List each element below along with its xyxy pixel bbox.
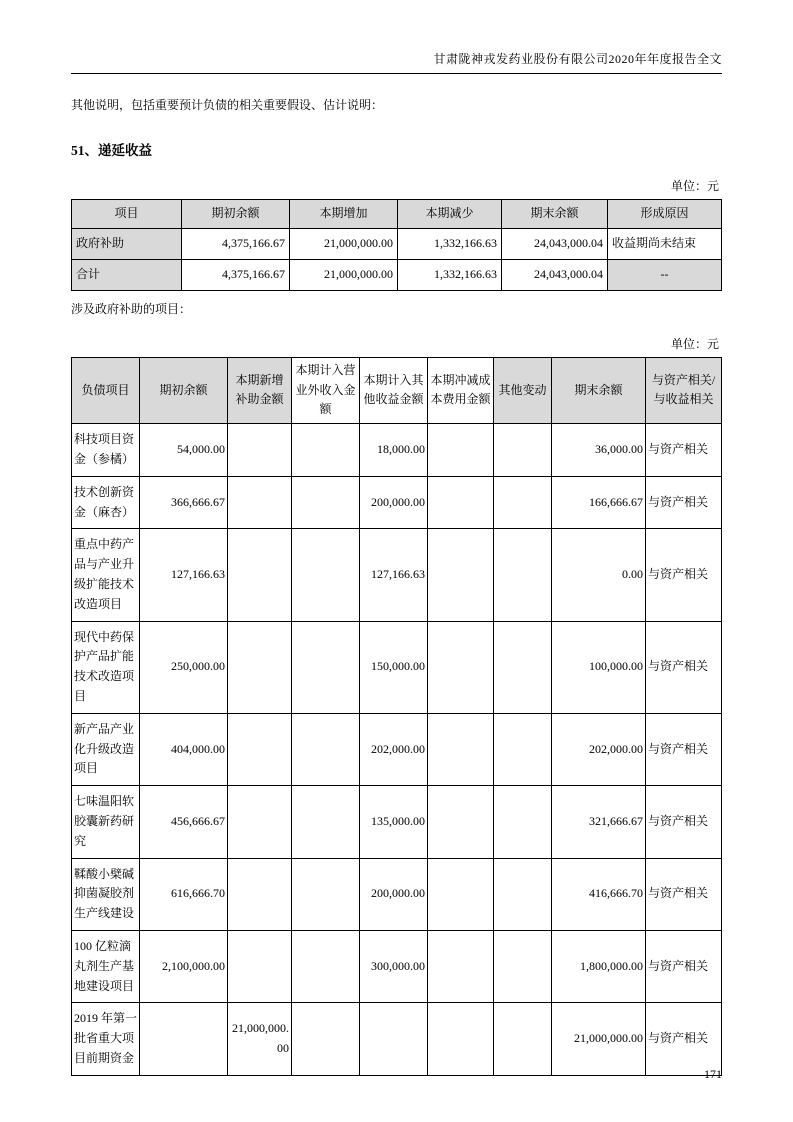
table-cell: 416,666.70: [552, 858, 646, 930]
subsection-text: 涉及政府补助的项目：: [71, 301, 192, 316]
column-header: 与资产相关/与收益相关: [646, 357, 722, 423]
table-body: [72, 424, 722, 1076]
column-header: 负债项目: [72, 357, 140, 423]
table-cell: [494, 529, 552, 621]
table-cell: [228, 424, 292, 477]
table-cell: [428, 858, 494, 930]
table-cell: 与资产相关: [646, 476, 722, 529]
table-cell: [428, 424, 494, 477]
unit-label: 单位：元: [670, 179, 719, 193]
table-cell: [494, 1003, 552, 1075]
table-cell: [292, 930, 360, 1002]
table-cell: 科技项目资金（参橘）: [72, 424, 140, 477]
table-body: [72, 228, 722, 290]
table-cell: [428, 786, 494, 858]
table-cell: 200,000.00: [360, 476, 428, 529]
table-cell: [428, 529, 494, 621]
table-cell: 54,000.00: [140, 424, 228, 477]
deferred-income-summary-table: [71, 199, 722, 291]
table-cell: 24,043,000.04: [502, 228, 608, 259]
table-cell: [292, 713, 360, 785]
table-cell: 新产品产业化升级改造项目: [72, 713, 140, 785]
table-cell: 4,375,166.67: [182, 228, 290, 259]
table-cell: 100,000.00: [552, 621, 646, 713]
table-cell: 与资产相关: [646, 713, 722, 785]
table-cell: 616,666.70: [140, 858, 228, 930]
table-row: [72, 529, 722, 621]
table-cell: [428, 930, 494, 1002]
table-cell: 与资产相关: [646, 424, 722, 477]
table-cell: [228, 529, 292, 621]
column-header: 项目: [72, 200, 182, 229]
table-header-row: [72, 357, 722, 423]
table-cell: 18,000.00: [360, 424, 428, 477]
column-header: 本期计入其他收益金额: [360, 357, 428, 423]
table-cell: 202,000.00: [552, 713, 646, 785]
column-header: 本期增加: [290, 200, 398, 229]
column-header: 其他变动: [494, 357, 552, 423]
table-header-row: [72, 200, 722, 229]
table-cell: 36,000.00: [552, 424, 646, 477]
table-cell: 与资产相关: [646, 1003, 722, 1075]
table-cell: 366,666.67: [140, 476, 228, 529]
table-cell: 1,332,166.63: [398, 228, 502, 259]
table-cell: 与资产相关: [646, 930, 722, 1002]
table-row: [72, 786, 722, 858]
table-cell: 135,000.00: [360, 786, 428, 858]
table-cell: [428, 476, 494, 529]
table-cell: 202,000.00: [360, 713, 428, 785]
column-header: 期末余额: [552, 357, 646, 423]
table-row: [72, 858, 722, 930]
unit-label: 单位：元: [670, 336, 719, 351]
table-cell: [292, 858, 360, 930]
table-cell: [228, 786, 292, 858]
other-note-text: 其他说明，包括重要预计负债的相关重要假设、估计说明：: [71, 98, 384, 112]
table-cell: 150,000.00: [360, 621, 428, 713]
table-cell: 2,100,000.00: [140, 930, 228, 1002]
table-cell: [292, 529, 360, 621]
table-cell: [228, 621, 292, 713]
table-cell: 100 亿粒滴丸剂生产基地建设项目: [72, 930, 140, 1002]
table-cell: 21,000,000.00: [290, 259, 398, 290]
table-cell: 1,800,000.00: [552, 930, 646, 1002]
table-cell: 321,666.67: [552, 786, 646, 858]
table-cell: 24,043,000.04: [502, 259, 608, 290]
table-cell: [228, 476, 292, 529]
table-cell: 127,166.63: [360, 529, 428, 621]
column-header: 期末余额: [502, 200, 608, 229]
page-number: 171: [704, 1067, 722, 1081]
table-cell: [228, 930, 292, 1002]
table-cell: [292, 1003, 360, 1075]
table-cell: 七味温阳软胶囊新药研究: [72, 786, 140, 858]
table-cell: [494, 621, 552, 713]
column-header: 本期冲减成本费用金额: [428, 357, 494, 423]
table-cell: [494, 930, 552, 1002]
column-header: 本期计入营业外收入金额: [292, 357, 360, 423]
table-cell: 300,000.00: [360, 930, 428, 1002]
table-cell: 250,000.00: [140, 621, 228, 713]
table-cell: 合计: [72, 259, 182, 290]
column-header: 期初余额: [182, 200, 290, 229]
table-cell: [228, 858, 292, 930]
table-cell: [292, 424, 360, 477]
table-cell: [360, 1003, 428, 1075]
table-cell: 404,000.00: [140, 713, 228, 785]
table-cell: 1,332,166.63: [398, 259, 502, 290]
table-cell: 21,000,000.00: [290, 228, 398, 259]
table-cell: 127,166.63: [140, 529, 228, 621]
table-cell: [228, 713, 292, 785]
column-header: 期初余额: [140, 357, 228, 423]
table-cell: [494, 424, 552, 477]
table-cell: [292, 786, 360, 858]
table-cell: [494, 786, 552, 858]
table-cell: 收益期尚未结束: [608, 228, 722, 259]
table-cell: 2019 年第一批省重大项目前期资金: [72, 1003, 140, 1075]
column-header: 形成原因: [608, 200, 722, 229]
table-cell: 456,666.67: [140, 786, 228, 858]
section-heading: 51、递延收益: [71, 143, 152, 158]
table-row: [72, 476, 722, 529]
table-cell: 166,666.67: [552, 476, 646, 529]
table-cell: 现代中药保护产品扩能技术改造项目: [72, 621, 140, 713]
table-cell: [292, 621, 360, 713]
table-row: [72, 228, 722, 259]
table-cell: 与资产相关: [646, 786, 722, 858]
table-cell: [494, 476, 552, 529]
table-cell: [428, 1003, 494, 1075]
table-cell: 与资产相关: [646, 529, 722, 621]
table-cell: [428, 621, 494, 713]
table-cell: 与资产相关: [646, 858, 722, 930]
table-cell: [494, 858, 552, 930]
government-grants-table: [71, 357, 722, 1076]
table-row: [72, 621, 722, 713]
page-content: [71, 96, 721, 1076]
table-cell: [428, 713, 494, 785]
table-cell: [140, 1003, 228, 1075]
table-row: [72, 259, 722, 290]
table-cell: 技术创新资金（麻杏）: [72, 476, 140, 529]
table-cell: 21,000,000.00: [228, 1003, 292, 1075]
table-row: [72, 713, 722, 785]
page-header: [71, 0, 722, 74]
column-header: 本期新增补助金额: [228, 357, 292, 423]
table-cell: 鞣酸小檗碱抑菌凝胶剂生产线建设: [72, 858, 140, 930]
table-cell: 重点中药产品与产业升级扩能技术改造项目: [72, 529, 140, 621]
table-row: [72, 930, 722, 1002]
table-row: [72, 424, 722, 477]
table-cell: 4,375,166.67: [182, 259, 290, 290]
table-cell: --: [608, 259, 722, 290]
report-title: 甘肃陇神戎发药业股份有限公司2020年年度报告全文: [433, 52, 722, 66]
table-cell: 政府补助: [72, 228, 182, 259]
table-cell: [494, 713, 552, 785]
table-cell: 0.00: [552, 529, 646, 621]
table-cell: 200,000.00: [360, 858, 428, 930]
column-header: 本期减少: [398, 200, 502, 229]
table-cell: 21,000,000.00: [552, 1003, 646, 1075]
table-cell: [292, 476, 360, 529]
table-cell: 与资产相关: [646, 621, 722, 713]
table-row: [72, 1003, 722, 1075]
